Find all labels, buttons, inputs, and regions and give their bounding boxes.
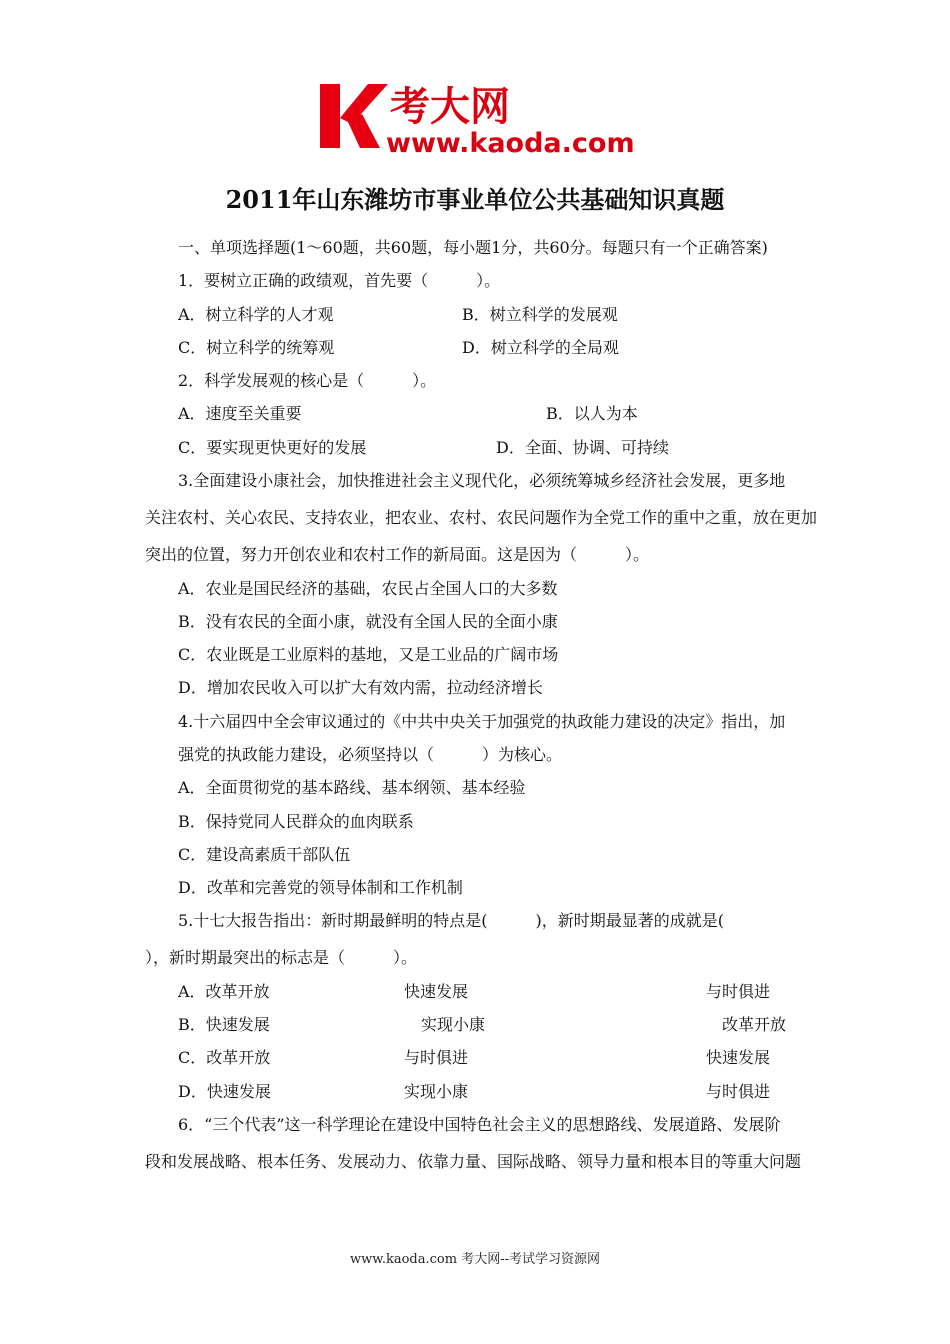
question-5-option-a-2: 快速发展 [404,982,469,1001]
question-1-option-c: C．树立科学的统筹观 [178,338,335,357]
kaoda-logo [318,78,640,158]
question-3-option-d: D．增加农民收入可以扩大有效内需，拉动经济增长 [178,678,543,697]
question-4-option-c: C．建设高素质干部队伍 [178,845,351,864]
question-3-option-b: B．没有农民的全面小康，就没有全国人民的全面小康 [178,612,558,631]
question-5-option-b-1: B．快速发展 [178,1015,270,1034]
question-6-stem-line-2: 段和发展战略、根本任务、发展动力、依靠力量、国际战略、领导力量和根本目的等重大问题 [145,1152,802,1171]
logo-k-mark [320,84,388,148]
question-5-stem-line-1: 5.十七大报告指出：新时期最鲜明的特点是( )，新时期最显著的成就是( [178,911,724,930]
section-heading: 一、单项选择题(1～60题，共60题，每小题1分，共60分。每题只有一个正确答案) [178,238,768,257]
question-5-option-c-2: 与时俱进 [404,1048,469,1067]
question-4-option-a: A．全面贯彻党的基本路线、基本纲领、基本经验 [178,778,526,797]
document-title: 2011年山东潍坊市事业单位公共基础知识真题 [225,185,725,214]
question-6-stem-line-1: 6．“三个代表”这一科学理论在建设中国特色社会主义的思想路线、发展道路、发展阶 [178,1115,781,1134]
question-2-option-b: B．以人为本 [546,404,638,423]
question-5-option-d-1: D．快速发展 [178,1082,271,1101]
question-5-stem-line-2: ），新时期最突出的标志是（ ）。 [145,948,418,967]
question-4-option-d: D．改革和完善党的领导体制和工作机制 [178,878,463,897]
question-3-stem-line-3: 突出的位置，努力开创农业和农村工作的新局面。这是因为（ ）。 [145,545,650,564]
question-1-option-d: D．树立科学的全局观 [462,338,619,357]
question-5-option-a-3: 与时俱进 [706,982,771,1001]
question-3-stem-line-2: 关注农村、关心农民、支持农业，把农业、农村、农民问题作为全党工作的重中之重，放在更加 [145,508,818,527]
page-footer: www.kaoda.com 考大网--考试学习资源网 [350,1252,600,1267]
question-5-option-d-2: 实现小康 [404,1082,469,1101]
question-2-option-a: A．速度至关重要 [178,404,302,423]
question-5-option-c-3: 快速发展 [706,1048,771,1067]
question-1-option-a: A．树立科学的人才观 [178,305,334,324]
question-1-option-b: B．树立科学的发展观 [462,305,618,324]
question-4-stem-line-1: 4.十六届四中全会审议通过的《中共中央关于加强党的执政能力建设的决定》指出，加 [178,712,786,731]
question-5-option-b-3: 改革开放 [722,1015,787,1034]
question-3-stem-line-1: 3.全面建设小康社会，加快推进社会主义现代化，必须统筹城乡经济社会发展，更多地 [178,471,786,490]
question-3-option-c: C．农业既是工业原料的基地，又是工业品的广阔市场 [178,645,559,664]
question-5-option-d-3: 与时俱进 [706,1082,771,1101]
question-5-option-a-1: A．改革开放 [178,982,270,1001]
question-2-stem: 2．科学发展观的核心是（ ）。 [178,371,437,390]
logo-brand-text: 考大网 [390,84,510,130]
question-2-option-d: D．全面、协调、可持续 [496,438,669,457]
question-5-option-b-2: 实现小康 [421,1015,486,1034]
question-4-option-b: B．保持党同人民群众的血肉联系 [178,812,414,831]
question-4-stem-line-2: 强党的执政能力建设，必须坚持以（ ）为核心。 [178,745,563,764]
question-1-stem: 1．要树立正确的政绩观，首先要（ ）。 [178,271,501,290]
question-2-option-c: C．要实现更快更好的发展 [178,438,367,457]
logo-url-text: www.kaoda.com [386,128,635,158]
question-5-option-c-1: C．改革开放 [178,1048,271,1067]
question-3-option-a: A．农业是国民经济的基础，农民占全国人口的大多数 [178,579,558,598]
